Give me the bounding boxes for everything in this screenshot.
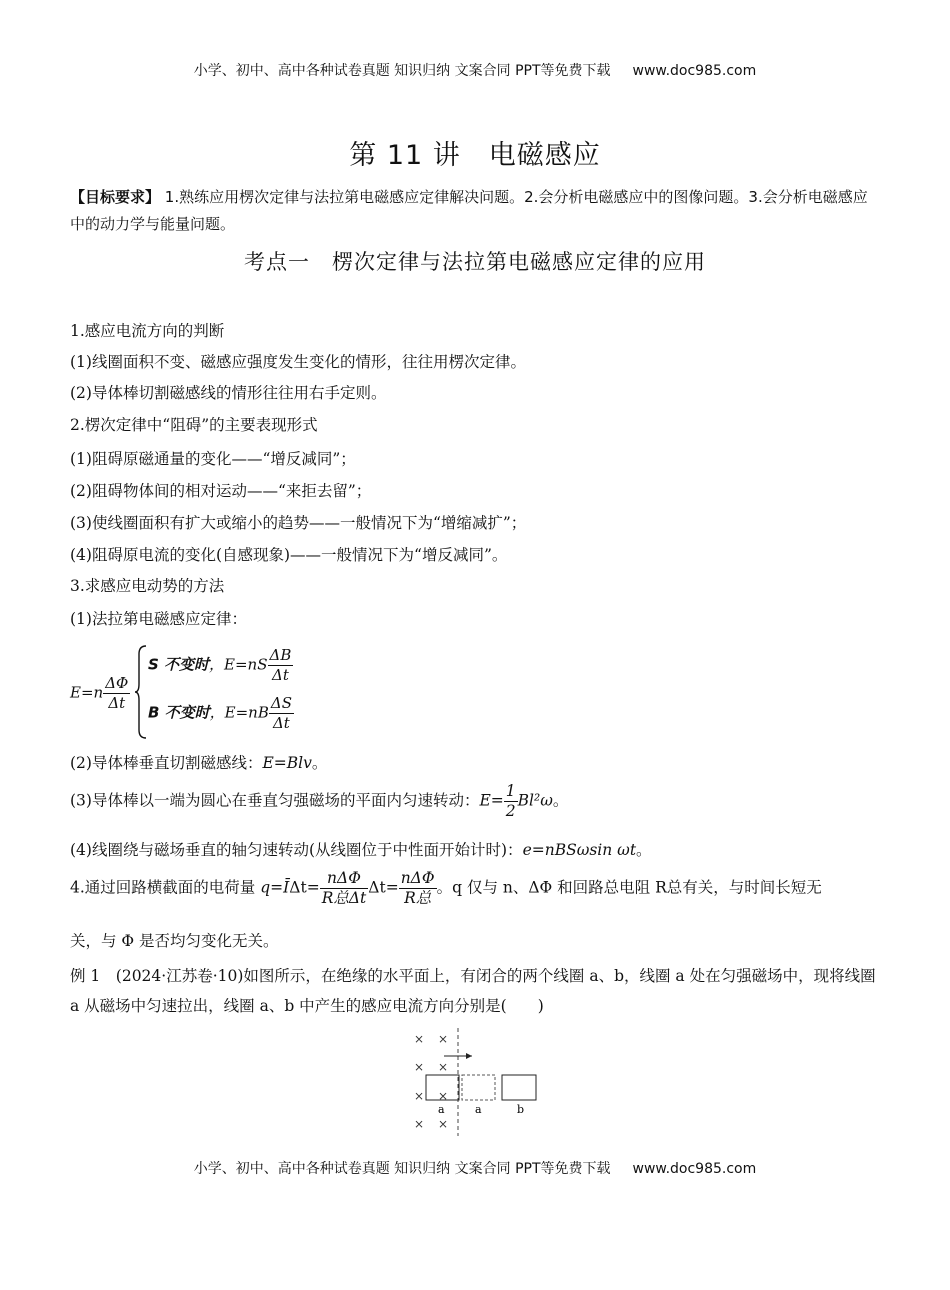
faraday-formula	[70, 644, 370, 740]
cross-mark: ×	[438, 1060, 449, 1074]
method-2-text: (2)导体棒垂直切割磁感线：	[70, 754, 263, 772]
page-title: 第 11 讲 电磁感应	[349, 140, 601, 171]
method-4	[70, 838, 652, 860]
cross-mark: ×	[438, 1032, 449, 1046]
formula-fraction	[103, 674, 130, 713]
case2-eq: ，E=nB	[209, 703, 269, 722]
goals-block	[70, 184, 882, 238]
text-line: (2)阻碍物体间的相对运动——“来拒去留”；	[70, 482, 372, 500]
method-3-rhs: Bl²ω	[517, 791, 553, 810]
case2-condition: B 不变时	[148, 703, 210, 722]
text-line: 3.求感应电动势的方法	[70, 577, 225, 595]
goals-label: 【目标要求】	[70, 188, 161, 206]
text-line: 2.楞次定律中“阻碍”的主要表现形式	[70, 416, 318, 434]
charge-line	[70, 869, 822, 908]
cross-mark: ×	[438, 1089, 449, 1103]
formula-case-1	[148, 646, 293, 685]
method-2-end: 。	[311, 754, 328, 772]
case1-condition: S 不变时	[148, 655, 210, 674]
formula-e-eq: E=n	[70, 683, 104, 702]
footer-url[interactable]: www.doc985.com	[632, 1161, 757, 1177]
method-3-fraction	[504, 782, 518, 821]
charge-pre: 4.通过回路横截面的电荷量	[70, 878, 261, 897]
method-3-num: 1	[505, 782, 516, 800]
method-3-lhs: E=	[479, 791, 504, 810]
case2-num: ΔS	[270, 694, 292, 712]
example-1: 例 1 (2024·江苏卷·10)如图所示，在绝缘的水平面上，有闭合的两个线圈 a、b，线圈 a 处在匀强磁场中，现将线圈 a 从磁场中匀速拉出，线圈 a、b 中产生的感应电流方向分别是( )	[70, 967, 876, 1015]
coil-a-moved	[462, 1075, 495, 1100]
coil-a-label: a	[438, 1103, 445, 1116]
charge-line-2: 关，与 Φ 是否均匀变化无关。	[70, 932, 279, 950]
case1-den: Δt	[271, 666, 289, 684]
method-2-eq: E=Blv	[262, 754, 312, 772]
charge-dt2: Δt=	[368, 878, 399, 897]
coil-a-moved-label: a	[475, 1103, 482, 1116]
method-4-eq: e=nBSωsin ωt	[522, 841, 637, 859]
cross-mark: ×	[414, 1117, 425, 1131]
case1-num: ΔB	[269, 646, 292, 664]
cross-mark: ×	[414, 1060, 425, 1074]
method-3-text: (3)导体棒以一端为圆心在垂直匀强磁场的平面内匀速转动：	[70, 791, 480, 810]
coil-diagram	[400, 1026, 550, 1138]
magnetic-field-crosses	[414, 1032, 448, 1131]
charge-fraction-2	[399, 869, 437, 908]
text-line: (4)阻碍原电流的变化(自感现象)——一般情况下为“增反减同”。	[70, 546, 508, 564]
formula-lhs	[70, 674, 130, 713]
text-line: 1.感应电流方向的判断	[70, 322, 225, 340]
charge-f1-den: R总Δt	[321, 889, 367, 907]
header-url[interactable]: www.doc985.com	[632, 63, 757, 79]
case2-den: Δt	[272, 714, 290, 732]
charge-fraction-1	[320, 869, 369, 908]
case1-eq: ，E=nS	[209, 655, 268, 674]
text-line: (1)线圈面积不变、磁感应强度发生变化的情形，往往用楞次定律。	[70, 353, 526, 371]
cross-mark: ×	[438, 1117, 449, 1131]
charge-f2-den: R总	[404, 889, 432, 907]
case1-fraction	[268, 646, 294, 685]
goals-text: 1.熟练应用楞次定律与法拉第电磁感应定律解决问题。2.会分析电磁感应中的图像问题。3.会分析电磁感应中的动力学与能量问题。	[70, 188, 868, 233]
text-line: (2)导体棒切割磁感线的情形往往用右手定则。	[70, 384, 387, 402]
method-3-end: 。	[552, 791, 569, 810]
formula-num: ΔΦ	[105, 674, 129, 692]
formula-den: Δt	[108, 694, 126, 712]
charge-f1-num: nΔΦ	[320, 869, 369, 889]
charge-post: 。q 仅与 n、ΔΦ 和回路总电阻 R总有关，与时间长短无	[436, 878, 822, 897]
section-heading: 考点一 楞次定律与法拉第电磁感应定律的应用	[244, 250, 706, 274]
formula-case-2	[148, 694, 294, 733]
header-text: 小学、初中、高中各种试卷真题 知识归纳 文案合同 PPT等免费下载	[193, 63, 611, 79]
method-2	[70, 751, 327, 773]
method-3-den: 2	[505, 802, 516, 820]
cross-mark: ×	[414, 1032, 425, 1046]
charge-q: q=Ī	[260, 878, 290, 897]
method-3	[70, 782, 568, 821]
charge-f2-num: nΔΦ	[400, 869, 435, 887]
method-4-text: (4)线圈绕与磁场垂直的轴匀速转动(从线圈位于中性面开始计时)：	[70, 841, 523, 859]
cross-mark: ×	[414, 1089, 425, 1103]
brace-icon	[134, 644, 148, 740]
text-line: (3)使线圈面积有扩大或缩小的趋势——一般情况下为“增缩减扩”；	[70, 514, 527, 532]
charge-dt: Δt=	[289, 878, 320, 897]
page-header	[0, 60, 950, 80]
method-4-end: 。	[636, 841, 652, 859]
page-footer	[0, 1158, 950, 1178]
arrow-head-icon	[466, 1053, 472, 1059]
coil-b-label: b	[517, 1103, 525, 1116]
text-line: (1)法拉第电磁感应定律：	[70, 610, 247, 628]
footer-text: 小学、初中、高中各种试卷真题 知识归纳 文案合同 PPT等免费下载	[193, 1161, 611, 1177]
text-line: (1)阻碍原磁通量的变化——“增反减同”；	[70, 450, 356, 468]
coil-b	[502, 1075, 536, 1100]
case2-fraction	[269, 694, 294, 733]
